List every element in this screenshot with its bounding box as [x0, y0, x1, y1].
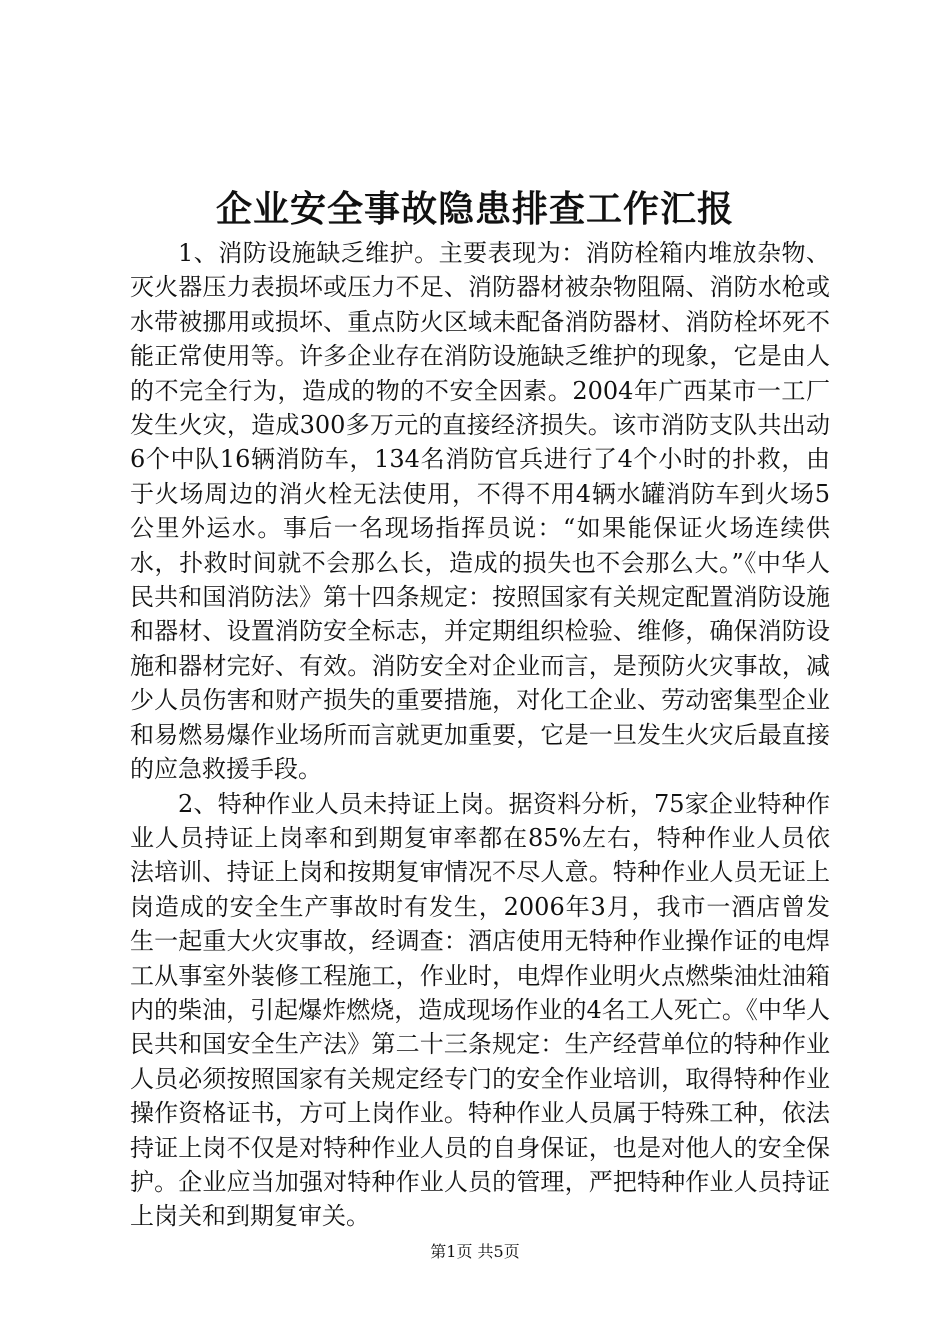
document-body — [130, 236, 830, 1234]
page-number-footer: 第1页 共5页 — [430, 1242, 520, 1261]
paragraph-fire-equipment: 1、消防设施缺乏维护。主要表现为：消防栓箱内堆放杂物、灭火器压力表损坏或压力不足、消防器材被杂物阻隔、消防水枪或水带被挪用或损坏、重点防火区域未配备消防器材、消防栓坏死不能正常使用等。许多企业存在消防设施缺乏维护的现象，它是由人的不完全行为，造成的物的不安全因素。2004年广西某市一工厂发生火灾，造成300多万元的直接经济损失。该市消防支队共出动6个中队16辆消防车，134名消防官兵进行了4个小时的扑救，由于火场周边的消火栓无法使用，不得不用4辆水罐消防车到火场5公里外运水。事后一名现场指挥员说：“如果能保证火场连续供水，扑救时间就不会那么长，造成的损失也不会那么大。”《中华人民共和国消防法》第十四条规定：按照国家有关规定配置消防设施和器材、设置消防安全标志，并定期组织检验、维修，确保消防设施和器材完好、有效。消防安全对企业而言，是预防火灾事故，减少人员伤害和财产损失的重要措施，对化工企业、劳动密集型企业和易燃易爆作业场所而言就更加重要，它是一旦发生火灾后最直接的应急救援手段。 — [130, 239, 830, 784]
document-title: 企业安全事故隐患排查工作汇报 — [215, 188, 734, 230]
paragraph-special-operators: 2、特种作业人员未持证上岗。据资料分析，75家企业特种作业人员持证上岗率和到期复审率都在85%左右，特种作业人员依法培训、持证上岗和按期复审情况不尽人意。特种作业人员无证上岗造成的安全生产事故时有发生，2006年3月，我市一酒店曾发生一起重大火灾事故，经调查：酒店使用无特种作业操作证的电焊工从事室外装修工程施工，作业时，电焊作业明火点燃柴油灶油箱内的柴油，引起爆炸燃烧，造成现场作业的4名工人死亡。《中华人民共和国安全生产法》第二十三条规定：生产经营单位的特种作业人员必须按照国家有关规定经专门的安全作业培训，取得特种作业操作资格证书，方可上岗作业。特种作业人员属于特殊工种，依法持证上岗不仅是对特种作业人员的自身保证，也是对他人的安全保护。企业应当加强对特种作业人员的管理，严把特种作业人员持证上岗关和到期复审关。 — [130, 789, 830, 1231]
